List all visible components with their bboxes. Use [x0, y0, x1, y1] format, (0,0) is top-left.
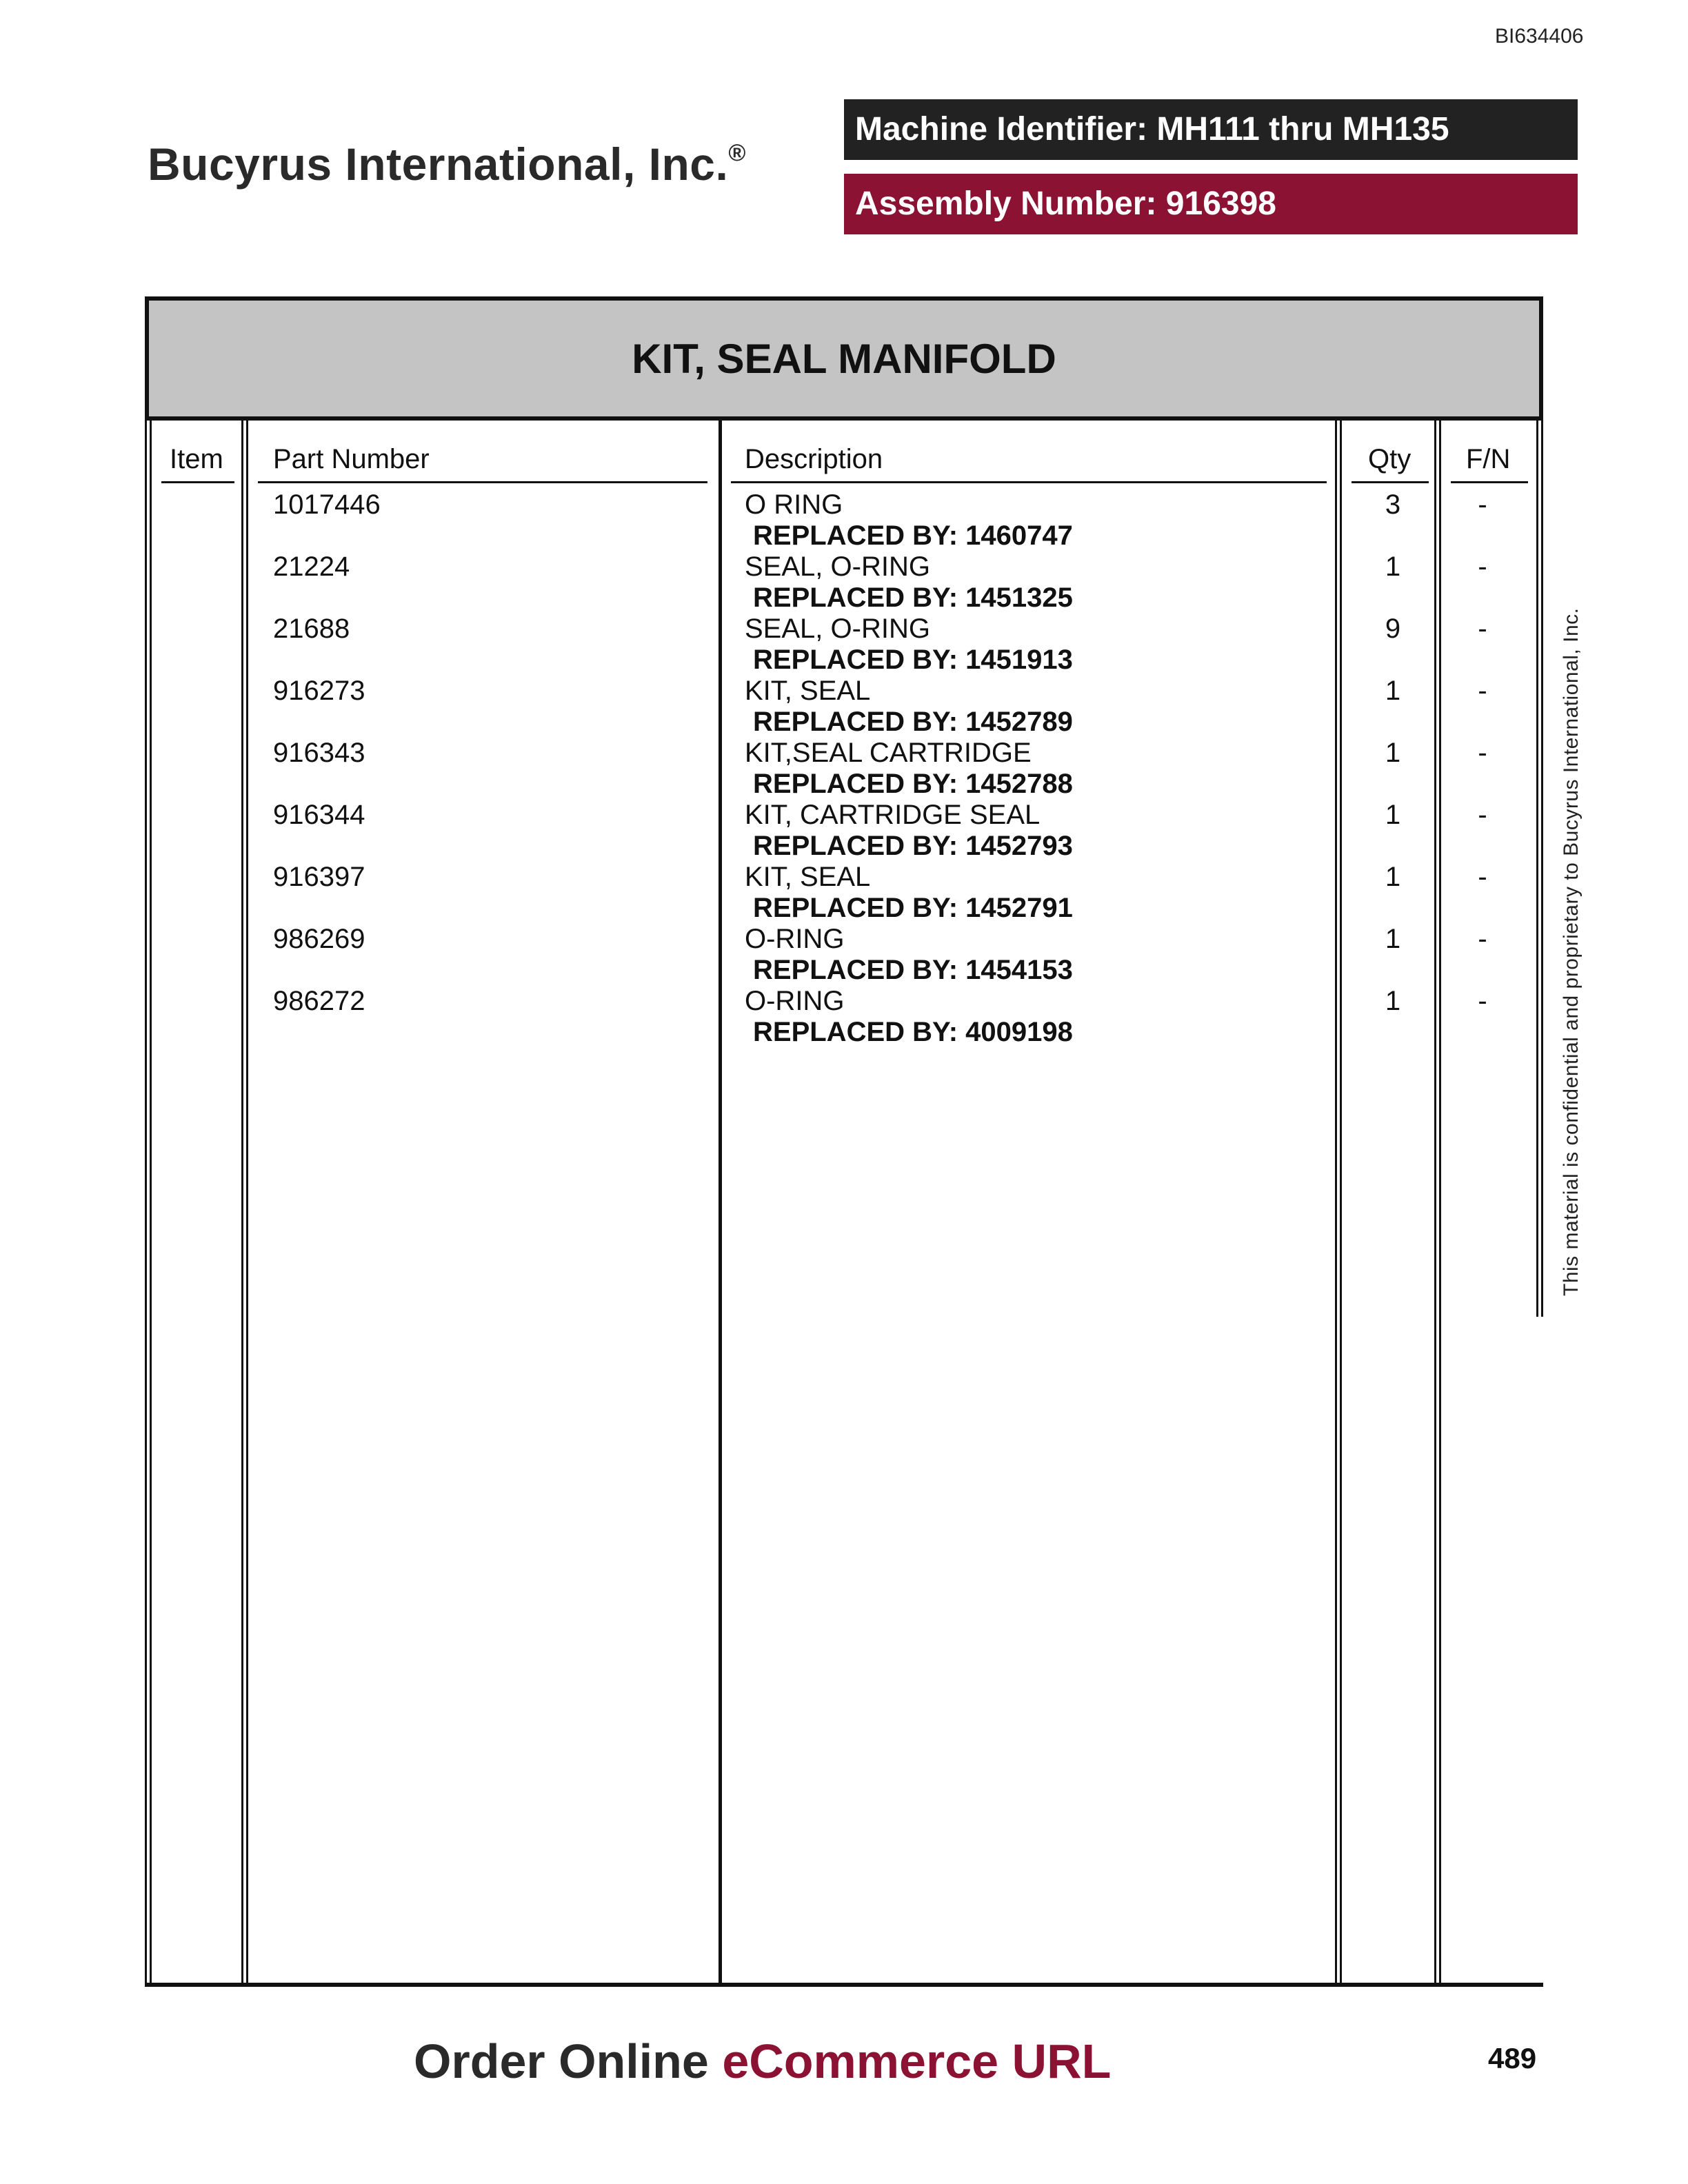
replaced-by-cell: REPLACED BY: 1452789 [753, 707, 1073, 737]
qty-cell: 1 [1385, 800, 1401, 830]
table-row [145, 862, 1543, 924]
company-name-text: Bucyrus International, Inc. [148, 139, 729, 190]
fn-cell: - [1478, 986, 1487, 1016]
part-number-cell: 916397 [273, 862, 365, 892]
description-cell: SEAL, O-RING [745, 552, 930, 582]
replaced-by-cell: REPLACED BY: 1452793 [753, 831, 1073, 861]
description-cell: O-RING [745, 986, 845, 1016]
qty-cell: 1 [1385, 738, 1401, 768]
header-part-rule [258, 481, 707, 483]
part-number-cell: 1017446 [273, 489, 381, 520]
fn-cell: - [1478, 614, 1487, 644]
ecommerce-link[interactable]: eCommerce URL [722, 2034, 1112, 2088]
description-cell: O-RING [745, 924, 845, 954]
fn-cell: - [1478, 924, 1487, 954]
fn-cell: - [1478, 862, 1487, 892]
header-item-rule [161, 481, 234, 483]
part-number-cell: 916273 [273, 676, 365, 706]
table-row [145, 986, 1543, 1048]
replaced-by-cell: REPLACED BY: 1460747 [753, 520, 1073, 551]
table-row [145, 800, 1543, 862]
fn-cell: - [1478, 738, 1487, 768]
replaced-by-cell: REPLACED BY: 1452791 [753, 893, 1073, 923]
table-title: KIT, SEAL MANIFOLD [145, 296, 1543, 421]
part-number-cell: 916344 [273, 800, 365, 830]
assembly-number-bar: Assembly Number: 916398 [844, 174, 1578, 234]
replaced-by-cell: REPLACED BY: 1451913 [753, 645, 1073, 675]
part-number-cell: 21688 [273, 614, 350, 644]
description-cell: KIT, SEAL [745, 676, 871, 706]
qty-cell: 3 [1385, 489, 1401, 520]
table-row [145, 614, 1543, 676]
header-qty-rule [1352, 481, 1429, 483]
document-id: BI634406 [1495, 25, 1584, 48]
fn-cell: - [1478, 676, 1487, 706]
table-row [145, 676, 1543, 738]
table-row [145, 924, 1543, 986]
confidentiality-note: This material is confidential and proprietary to Bucyrus International, Inc. [1560, 607, 1582, 1296]
header-description-rule [731, 481, 1327, 483]
part-number-cell: 986269 [273, 924, 365, 954]
fn-cell: - [1478, 552, 1487, 582]
qty-cell: 1 [1385, 986, 1401, 1016]
table-row [145, 738, 1543, 800]
replaced-by-cell: REPLACED BY: 1451325 [753, 583, 1073, 613]
registered-mark: ® [728, 140, 746, 166]
company-name [148, 138, 746, 190]
replaced-by-cell: REPLACED BY: 4009198 [753, 1017, 1073, 1047]
machine-identifier-bar: Machine Identifier: MH111 thru MH135 [844, 99, 1578, 160]
qty-cell: 1 [1385, 862, 1401, 892]
replaced-by-cell: REPLACED BY: 1452788 [753, 769, 1073, 799]
page-number: 489 [1488, 2042, 1537, 2074]
description-cell: KIT,SEAL CARTRIDGE [745, 738, 1032, 768]
table-row [145, 552, 1543, 614]
qty-cell: 1 [1385, 552, 1401, 582]
header-part-number: Part Number [273, 444, 430, 474]
qty-cell: 1 [1385, 924, 1401, 954]
header-description: Description [745, 444, 883, 474]
header-item: Item [170, 444, 223, 474]
description-cell: SEAL, O-RING [745, 614, 930, 644]
footer-text: Order Online [414, 2034, 723, 2088]
fn-cell: - [1478, 800, 1487, 830]
replaced-by-cell: REPLACED BY: 1454153 [753, 955, 1073, 985]
header-qty: Qty [1368, 444, 1411, 474]
part-number-cell: 21224 [273, 552, 350, 582]
fn-cell: - [1478, 489, 1487, 520]
table-bottom-border [145, 1983, 1543, 1987]
qty-cell: 9 [1385, 614, 1401, 644]
description-cell: O RING [745, 489, 843, 520]
order-online-footer[interactable] [414, 2034, 1111, 2089]
qty-cell: 1 [1385, 676, 1401, 706]
part-number-cell: 916343 [273, 738, 365, 768]
description-cell: KIT, SEAL [745, 862, 871, 892]
part-number-cell: 986272 [273, 986, 365, 1016]
table-row [145, 489, 1543, 552]
description-cell: KIT, CARTRIDGE SEAL [745, 800, 1041, 830]
header-fn-rule [1451, 481, 1528, 483]
parts-table [145, 296, 1543, 1985]
header-fn: F/N [1466, 444, 1511, 474]
